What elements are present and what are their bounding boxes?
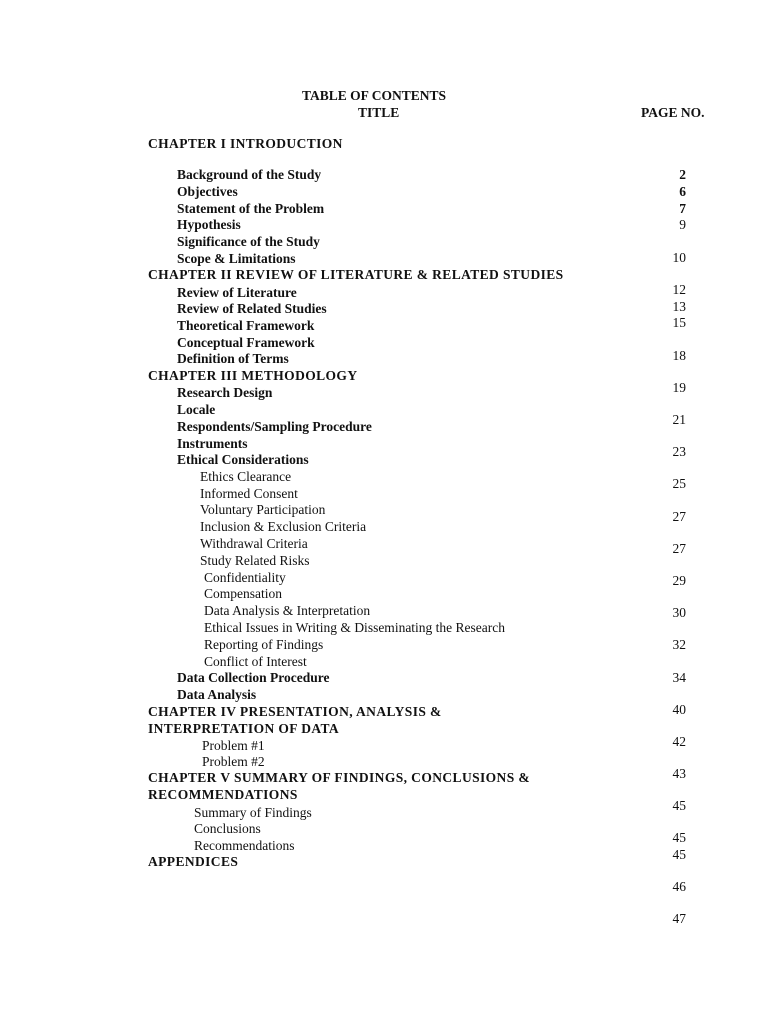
page-number: 21 <box>672 412 686 427</box>
page-number: 2 <box>679 167 686 182</box>
page-number: 45 <box>672 847 686 862</box>
toc-entry: Conceptual Framework <box>177 335 315 350</box>
toc-subentry: Study Related Risks <box>200 553 310 568</box>
toc-entry: Scope & Limitations <box>177 251 296 266</box>
toc-subentry: Withdrawal Criteria <box>200 536 308 551</box>
toc-subentry: Data Analysis & Interpretation <box>204 603 371 618</box>
toc-entry: Data Analysis <box>177 687 257 702</box>
toc-entry: Objectives <box>177 184 238 199</box>
page-number: 10 <box>672 250 686 265</box>
page-number: 23 <box>672 444 686 459</box>
page-number: 34 <box>672 670 686 685</box>
toc-subentry: Conflict of Interest <box>204 654 307 669</box>
toc-entry: Review of Related Studies <box>177 301 327 316</box>
toc-entry: Research Design <box>177 385 273 400</box>
chapter-heading: CHAPTER V SUMMARY OF FINDINGS, CONCLUSIONS & <box>148 770 531 785</box>
toc-entry: Data Collection Procedure <box>177 670 330 685</box>
page-number: 45 <box>672 830 686 845</box>
chapter-heading: CHAPTER II REVIEW OF LITERATURE & RELATED STUDIES <box>148 267 564 282</box>
toc-subentry: Summary of Findings <box>194 805 312 820</box>
toc-entry: Significance of the Study <box>177 234 320 249</box>
toc-entry: Respondents/Sampling Procedure <box>177 419 372 434</box>
toc-entry: Ethical Considerations <box>177 452 309 467</box>
chapter-heading: CHAPTER III METHODOLOGY <box>148 368 358 383</box>
toc-subentry: Reporting of Findings <box>204 637 324 652</box>
chapter-heading: RECOMMENDATIONS <box>148 787 298 802</box>
chapter-heading: CHAPTER I INTRODUCTION <box>148 136 343 151</box>
page-number: 40 <box>672 702 686 717</box>
toc-subentry: Recommendations <box>194 838 295 853</box>
toc-subentry: Problem #2 <box>202 754 265 769</box>
toc-subentry: Ethical Issues in Writing & Disseminating the Research <box>204 620 506 635</box>
toc-subentry: Voluntary Participation <box>200 502 326 517</box>
page-number: 12 <box>672 282 686 297</box>
toc-subentry: Ethics Clearance <box>200 469 292 484</box>
toc-entry: Hypothesis <box>177 217 241 232</box>
toc-subentry: Problem #1 <box>202 738 265 753</box>
page-number: 18 <box>672 348 686 363</box>
page-number: 9 <box>679 217 686 232</box>
chapter-heading: CHAPTER IV PRESENTATION, ANALYSIS & <box>148 704 442 719</box>
toc-entry: Locale <box>177 402 216 417</box>
toc-entry: Background of the Study <box>177 167 322 182</box>
page-number: 27 <box>672 541 686 556</box>
page-number: 47 <box>672 911 686 926</box>
title-column-heading: TITLE <box>358 105 400 120</box>
page-number: 42 <box>672 734 686 749</box>
toc-subentry: Compensation <box>204 586 282 601</box>
page-number: 43 <box>672 766 686 781</box>
page-number: 29 <box>672 573 686 588</box>
page-number: 32 <box>672 637 686 652</box>
page-number: 15 <box>672 315 686 330</box>
page-number: 46 <box>672 879 686 894</box>
page-number: 6 <box>679 184 686 199</box>
toc-entry: Definition of Terms <box>177 351 289 366</box>
page-number: 45 <box>672 798 686 813</box>
toc-entry: Statement of the Problem <box>177 201 325 216</box>
page-number: 13 <box>672 299 686 314</box>
chapter-heading: INTERPRETATION OF DATA <box>148 721 340 736</box>
appendices-heading: APPENDICES <box>148 854 239 869</box>
toc-entry: Review of Literature <box>177 285 297 300</box>
toc-subentry: Informed Consent <box>200 486 298 501</box>
toc-subentry: Confidentiality <box>204 570 286 585</box>
toc-entry: Theoretical Framework <box>177 318 315 333</box>
toc-entry: Instruments <box>177 436 248 451</box>
page-number: 27 <box>672 509 686 524</box>
page-number: 19 <box>672 380 686 395</box>
page-number-column-heading: PAGE NO. <box>641 105 705 120</box>
page-number: 7 <box>679 201 686 216</box>
toc-subentry: Conclusions <box>194 821 261 836</box>
page-number: 30 <box>672 605 686 620</box>
toc-title: TABLE OF CONTENTS <box>302 88 447 103</box>
toc-subentry: Inclusion & Exclusion Criteria <box>200 519 367 534</box>
page-number: 25 <box>672 476 686 491</box>
